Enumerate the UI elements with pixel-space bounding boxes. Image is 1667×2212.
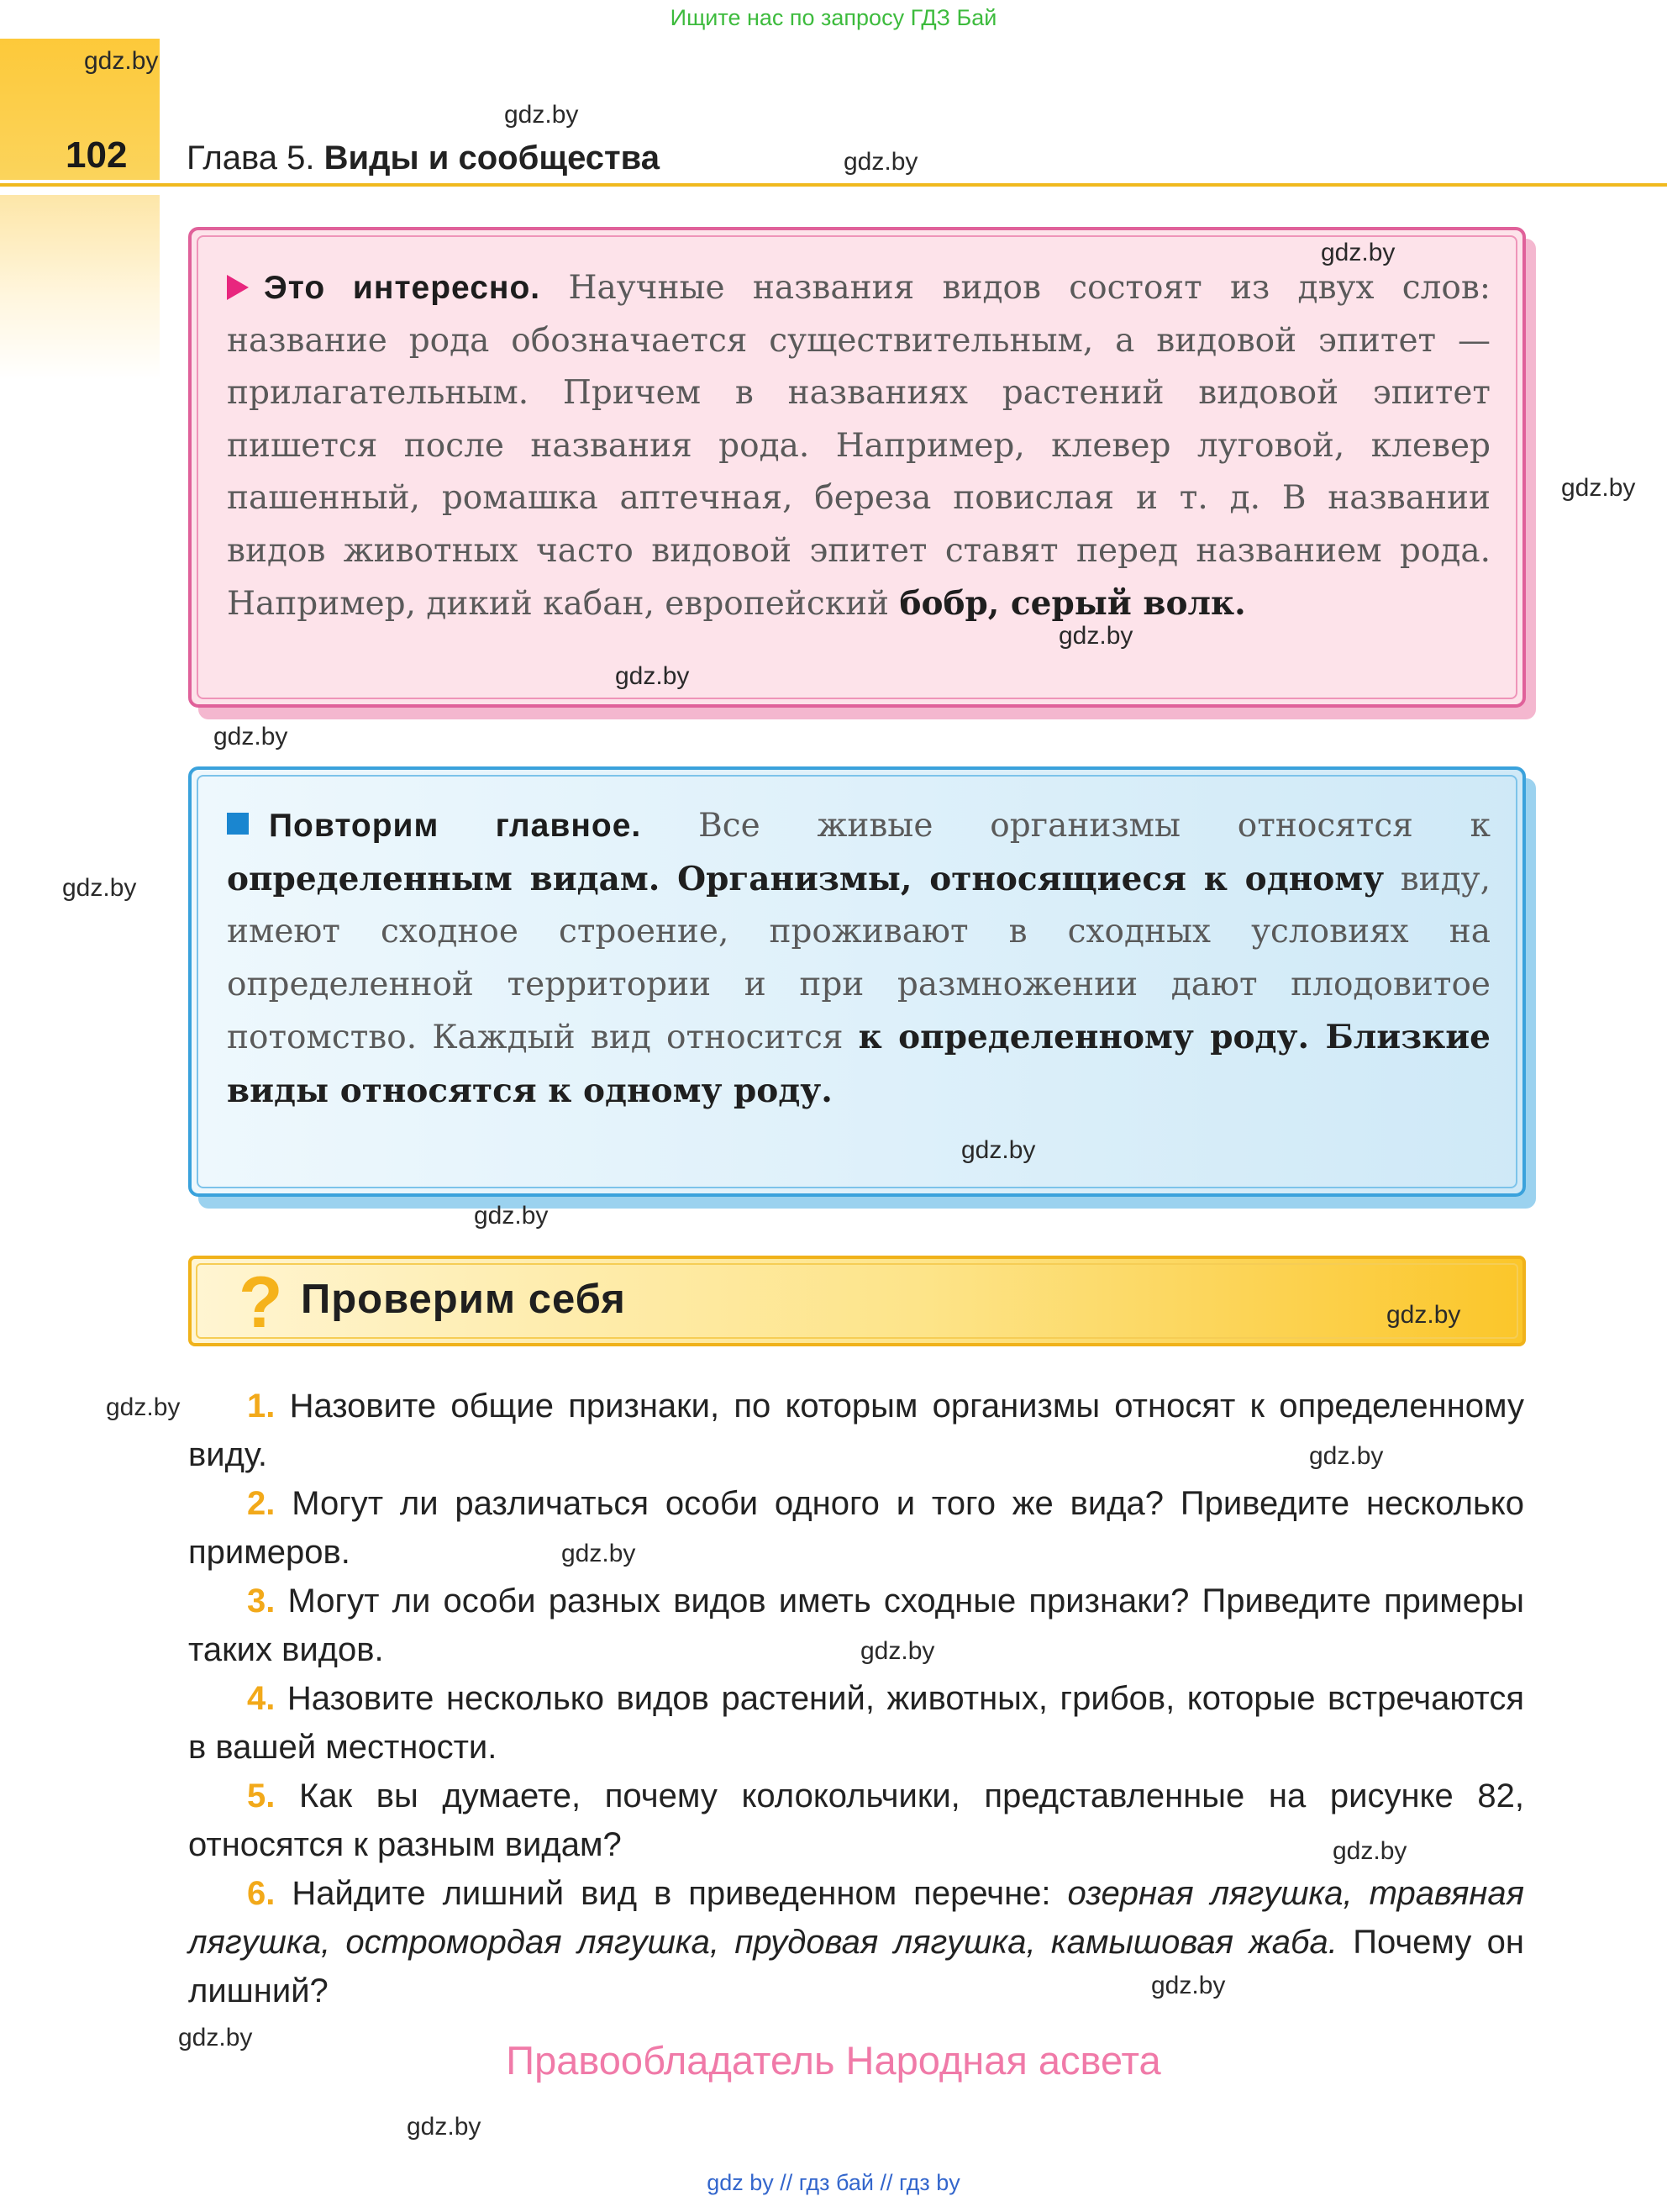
chapter-name: Виды и сообщества	[323, 140, 660, 176]
question-text: Как вы думаете, почему колокольчики, представленные на рисунке 82, относятся к разным видам?	[188, 1778, 1524, 1863]
question-mark-icon: ?	[239, 1262, 283, 1343]
question-number: 4.	[247, 1680, 276, 1717]
footer-links: gdz by // гдз бай // гдз by	[707, 2170, 960, 2195]
question-item	[188, 1577, 1524, 1674]
summary-part3: виду, имеют сходное строение, проживают в сходных условиях на определенной территории и при размножении дают плодовитое потомство. Каждый вид относится	[227, 860, 1491, 1056]
watermark: gdz.by	[1059, 622, 1133, 650]
interesting-lead: Это интересно.	[264, 270, 541, 306]
questions-list	[188, 1382, 1524, 2015]
summary-part4: к определенному роду. Близкие виды относятся к одному роду.	[227, 1018, 1491, 1110]
summary-part1: Все живые организмы относятся к	[698, 807, 1491, 845]
summary-lead: Повторим главное.	[269, 808, 642, 844]
question-text: Могут ли различаться особи одного и того же вида? Приведите несколько примеров.	[188, 1485, 1524, 1571]
interesting-tail: бобр, серый волк.	[899, 584, 1246, 623]
chapter-title	[187, 140, 660, 177]
question-item	[188, 1772, 1524, 1869]
check-yourself-title: Проверим себя	[301, 1277, 626, 1322]
question-text: Назовите общие признаки, по которым организмы относят к определенному виду.	[188, 1388, 1524, 1473]
copyright-notice: Правообладатель Народная асвета	[506, 2038, 1161, 2083]
interesting-body: Научные названия видов состоят из двух слов: название рода обозначается существительным, а видовой эпитет — прилагательным. Причем в названиях растений видовой эпитет пишется после названия рода. Например, клевер луговой, клевер пашенный, ромашка аптечная, береза повислая и т. д. В названии видов животных часто видовой эпитет ставят перед названием рода. Например, дикий кабан, европейский	[227, 269, 1491, 623]
question-species-list: озерная лягушка, травяная лягушка, остромордая лягушка, прудовая лягушка, камышовая жаба.	[188, 1875, 1524, 1961]
top-banner: Ищите нас по запросу ГДЗ Бай	[670, 5, 997, 30]
question-text: Назовите несколько видов растений, животных, грибов, которые встречаются в вашей местности.	[188, 1680, 1524, 1766]
question-item	[188, 1674, 1524, 1772]
watermark: gdz.by	[844, 148, 918, 176]
watermark: gdz.by	[1151, 1972, 1226, 1999]
page-number: 102	[66, 134, 128, 176]
watermark: gdz.by	[961, 1136, 1036, 1164]
watermark: gdz.by	[561, 1540, 636, 1567]
question-number: 1.	[247, 1388, 276, 1425]
watermark: gdz.by	[62, 874, 137, 902]
interesting-box	[188, 227, 1526, 708]
question-text: Найдите лишний вид в приведенном перечне:	[292, 1875, 1051, 1912]
watermark: gdz.by	[1333, 1837, 1407, 1865]
watermark: gdz.by	[860, 1637, 935, 1665]
summary-text	[227, 800, 1491, 1118]
summary-part2: определенным видам. Организмы, относящиеся к одному	[227, 859, 1385, 898]
chapter-prefix: Глава 5.	[187, 140, 315, 176]
play-triangle-icon	[227, 275, 249, 300]
question-number: 3.	[247, 1583, 276, 1620]
check-yourself-header	[188, 1256, 1526, 1346]
interesting-text	[227, 262, 1491, 631]
question-text: Могут ли особи разных видов иметь сходные признаки? Приведите примеры таких видов.	[188, 1583, 1524, 1668]
watermark: gdz.by	[106, 1393, 181, 1421]
watermark: gdz.by	[474, 1202, 549, 1230]
question-item	[188, 1869, 1524, 2015]
watermark: gdz.by	[213, 723, 288, 750]
watermark: gdz.by	[407, 2113, 481, 2141]
question-item	[188, 1479, 1524, 1577]
watermark: gdz.by	[84, 47, 159, 75]
watermark: gdz.by	[1309, 1442, 1384, 1470]
watermark: gdz.by	[1321, 239, 1396, 266]
header-divider	[0, 183, 1667, 187]
summary-box	[188, 766, 1526, 1197]
watermark: gdz.by	[1386, 1301, 1461, 1329]
question-number: 6.	[247, 1875, 276, 1912]
left-margin-fade	[0, 195, 160, 380]
question-number: 5.	[247, 1778, 276, 1814]
question-text-after: Почему он лишний?	[188, 1924, 1524, 2009]
blue-square-icon	[227, 813, 249, 835]
watermark: gdz.by	[504, 101, 579, 129]
watermark: gdz.by	[615, 662, 690, 690]
watermark: gdz.by	[1561, 474, 1636, 502]
question-number: 2.	[247, 1485, 276, 1522]
watermark: gdz.by	[178, 2024, 253, 2051]
